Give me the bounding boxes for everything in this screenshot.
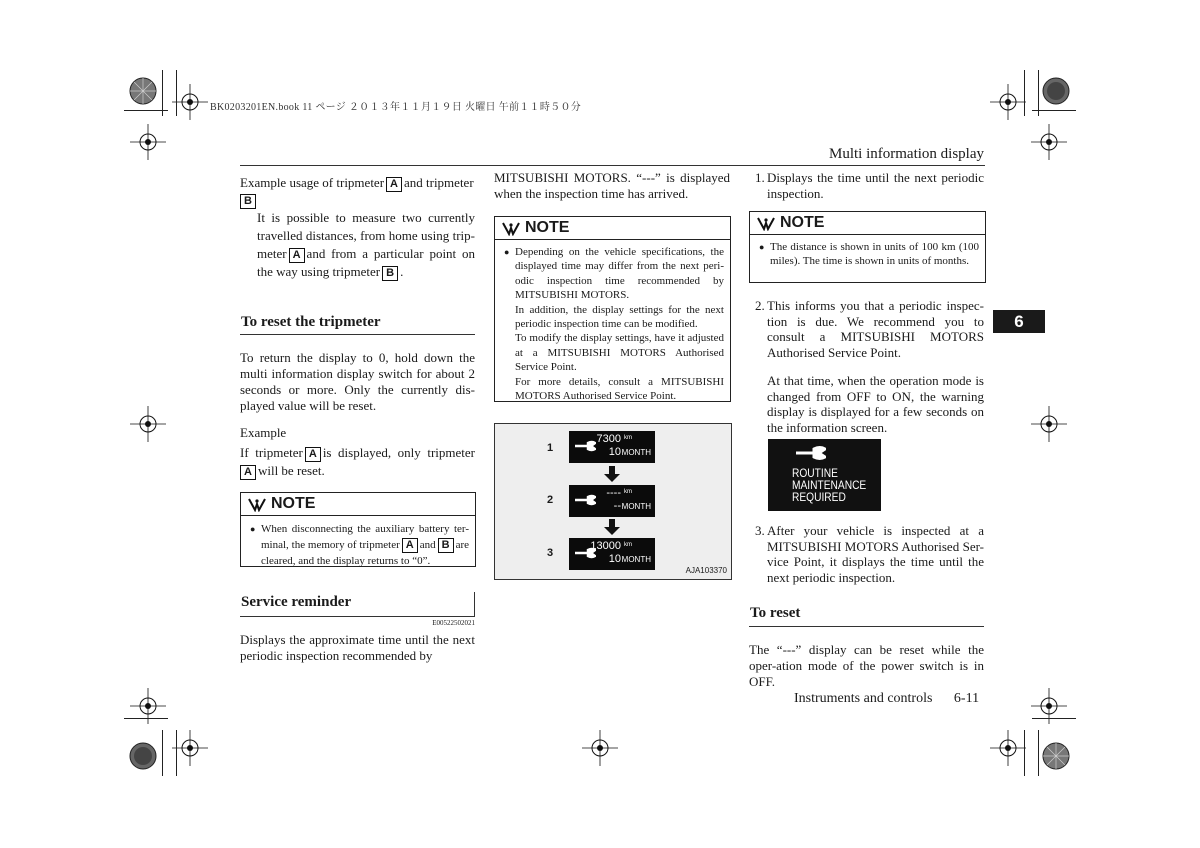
tripmeter-a-key: A: [289, 248, 305, 263]
routine-text: ROUTINE MAINTENANCE REQUIRED: [792, 466, 867, 504]
note-paragraph: Depending on the vehicle specifications, the displayed time may differ from the next peri-odic inspection time recommended by MITSUBISHI MOTORS.: [515, 246, 724, 302]
note-header: NOTE: [750, 212, 985, 235]
tripmeter-b-key: B: [438, 538, 454, 553]
step-number: 1: [547, 442, 554, 454]
down-arrow-icon: [604, 519, 620, 535]
month-value: 10: [608, 446, 621, 458]
crosshair-mark-icon: [172, 730, 208, 766]
trim-line: [1024, 70, 1025, 116]
tripmeter-a-key: A: [402, 538, 418, 553]
month-value: 10: [608, 553, 621, 565]
note-paragraph: In addition, the display settings for the next periodic inspection time can be modified.: [515, 303, 724, 331]
figure-code: AJA103370: [685, 566, 727, 575]
heading-rule: [240, 616, 475, 617]
print-filename: BK0203201EN.book 11 ページ ２０１３年１１月１９日 火曜日 午前１１時５０分: [210, 102, 582, 113]
wrench-icon: [574, 494, 596, 506]
header-rule: [240, 165, 985, 166]
note-body: ● When disconnecting the auxiliary battery ter-minal, the memory of tripmeter A and B are cleared, and the display returns to “0”.: [250, 523, 469, 567]
heading-rule: [240, 334, 475, 335]
service-reminder-body: Displays the approximate time until the next periodic inspection recommended by: [240, 632, 475, 663]
crosshair-mark-icon: [990, 84, 1026, 120]
bullet-icon: ●: [504, 247, 510, 257]
footer: [794, 691, 979, 707]
distance-unit: km: [624, 489, 632, 495]
crosshair-mark-icon: [990, 730, 1026, 766]
registration-mark-icon: [125, 73, 161, 109]
distance-value: ----: [606, 487, 621, 499]
month-value: --: [613, 500, 621, 512]
registration-mark-icon: [1038, 73, 1074, 109]
step-number: 3: [547, 547, 554, 559]
month-unit: MONTH: [621, 555, 651, 564]
note-body: ● The distance is shown in units of 100 km (100 miles). The time is shown in units of months.: [759, 241, 979, 268]
month-unit: MONTH: [621, 502, 651, 511]
crosshair-mark-icon: [1031, 124, 1067, 160]
note-hands-icon: [756, 215, 776, 231]
note-box-settings: [494, 216, 731, 402]
trim-line: [1038, 730, 1039, 776]
example-reset-text: If tripmeter A is displayed, only tripmeterA will be reset.: [240, 445, 475, 478]
trim-line: [124, 110, 168, 111]
numbered-item-3: 3. After your vehicle is inspected at a MITSUBISHI MOTORS Authorised Ser-vice Point, it displays the time until the next periodic inspection.: [755, 523, 984, 585]
trim-line: [176, 70, 177, 116]
tripmeter-a-key: A: [386, 177, 402, 192]
trim-line: [162, 730, 163, 776]
wrench-icon: [794, 445, 826, 461]
trim-line: [1032, 718, 1076, 719]
display-panel: [569, 431, 655, 463]
trim-line: [124, 718, 168, 719]
note-hands-icon: [501, 220, 521, 236]
down-arrow-icon: [604, 466, 620, 482]
to-reset-body: The “---” display can be reset while the oper-ation mode of the power switch is in OFF.: [749, 642, 984, 689]
crosshair-mark-icon: [172, 84, 208, 120]
distance-value: 13000: [590, 540, 621, 552]
page-header-title: Multi information display: [829, 146, 984, 162]
footer-page: 6-11: [953, 691, 980, 706]
note-paragraph: For more details, consult a MITSUBISHI MOTORS Authorised Service Point.: [515, 375, 724, 403]
tripmeter-a-key: A: [305, 447, 321, 462]
note-body: [495, 240, 730, 409]
trim-line: [1024, 730, 1025, 776]
tripmeter-a-key: A: [240, 465, 256, 480]
step-number: 2: [547, 494, 554, 506]
service-reminder-heading: Service reminder: [241, 594, 352, 610]
registration-mark-icon: [125, 738, 161, 774]
bullet-icon: ●: [759, 242, 765, 252]
reset-tripmeter-body: To return the display to 0, hold down the multi information display switch for about 2 seconds or more. Only the currently dis-played value will be reset.: [240, 350, 475, 413]
note-box-battery: [240, 492, 476, 567]
crosshair-mark-icon: [582, 730, 618, 766]
example-usage-line: Example usage of tripmeter A and tripmeter B: [240, 175, 474, 207]
registration-mark-icon: [1038, 738, 1074, 774]
note-box-units: [749, 211, 986, 283]
tripmeter-b-key: B: [240, 194, 256, 209]
heading-side-rule: [474, 592, 475, 617]
heading-rule: [749, 626, 984, 627]
example-usage-body: It is possible to measure two currently travelled distances, from home using trip-meter A and from a particular point on the way using tripmeter B .: [257, 210, 475, 279]
service-reminder-continued: MITSUBISHI MOTORS. “---” is displayed when the inspection time has arrived.: [494, 170, 730, 201]
month-unit: MONTH: [621, 448, 651, 457]
trim-line: [176, 730, 177, 776]
crosshair-mark-icon: [1031, 406, 1067, 442]
wrench-icon: [574, 440, 596, 452]
crosshair-mark-icon: [130, 124, 166, 160]
reset-tripmeter-heading: To reset the tripmeter: [241, 314, 381, 330]
service-reminder-figure: [494, 423, 732, 580]
numbered-item-2: 2. This informs you that a periodic inspec-tion is due. We recommend you to consult a MITSUBISHI MOTORS Authorised Service Point. At that time, when the operation mode is changed from OFF to ON, the warning display is displayed for a few seconds on the information screen.: [755, 298, 984, 435]
to-reset-heading: To reset: [750, 605, 801, 621]
routine-maintenance-screen: [768, 439, 881, 511]
note-paragraph: To modify the display settings, have it adjusted at a MITSUBISHI MOTORS Authorised Service Point.: [515, 332, 724, 374]
tripmeter-b-key: B: [382, 266, 398, 281]
footer-section: Instruments and controls: [794, 691, 933, 706]
note-hands-icon: [247, 496, 267, 512]
bullet-icon: ●: [250, 524, 256, 534]
distance-unit: km: [624, 435, 632, 441]
distance-unit: km: [624, 542, 632, 548]
crosshair-mark-icon: [130, 406, 166, 442]
note-header: NOTE: [495, 217, 730, 240]
display-panel: [569, 485, 655, 517]
example-label: Example: [240, 425, 287, 440]
numbered-item-1: 1. Displays the time until the next periodic inspection.: [755, 170, 984, 201]
display-panel: [569, 538, 655, 570]
chapter-tab: 6: [993, 310, 1045, 333]
distance-value: 7300: [596, 433, 621, 445]
service-code: E00522502021: [432, 619, 475, 627]
note-header: NOTE: [241, 493, 475, 516]
trim-line: [1032, 110, 1076, 111]
